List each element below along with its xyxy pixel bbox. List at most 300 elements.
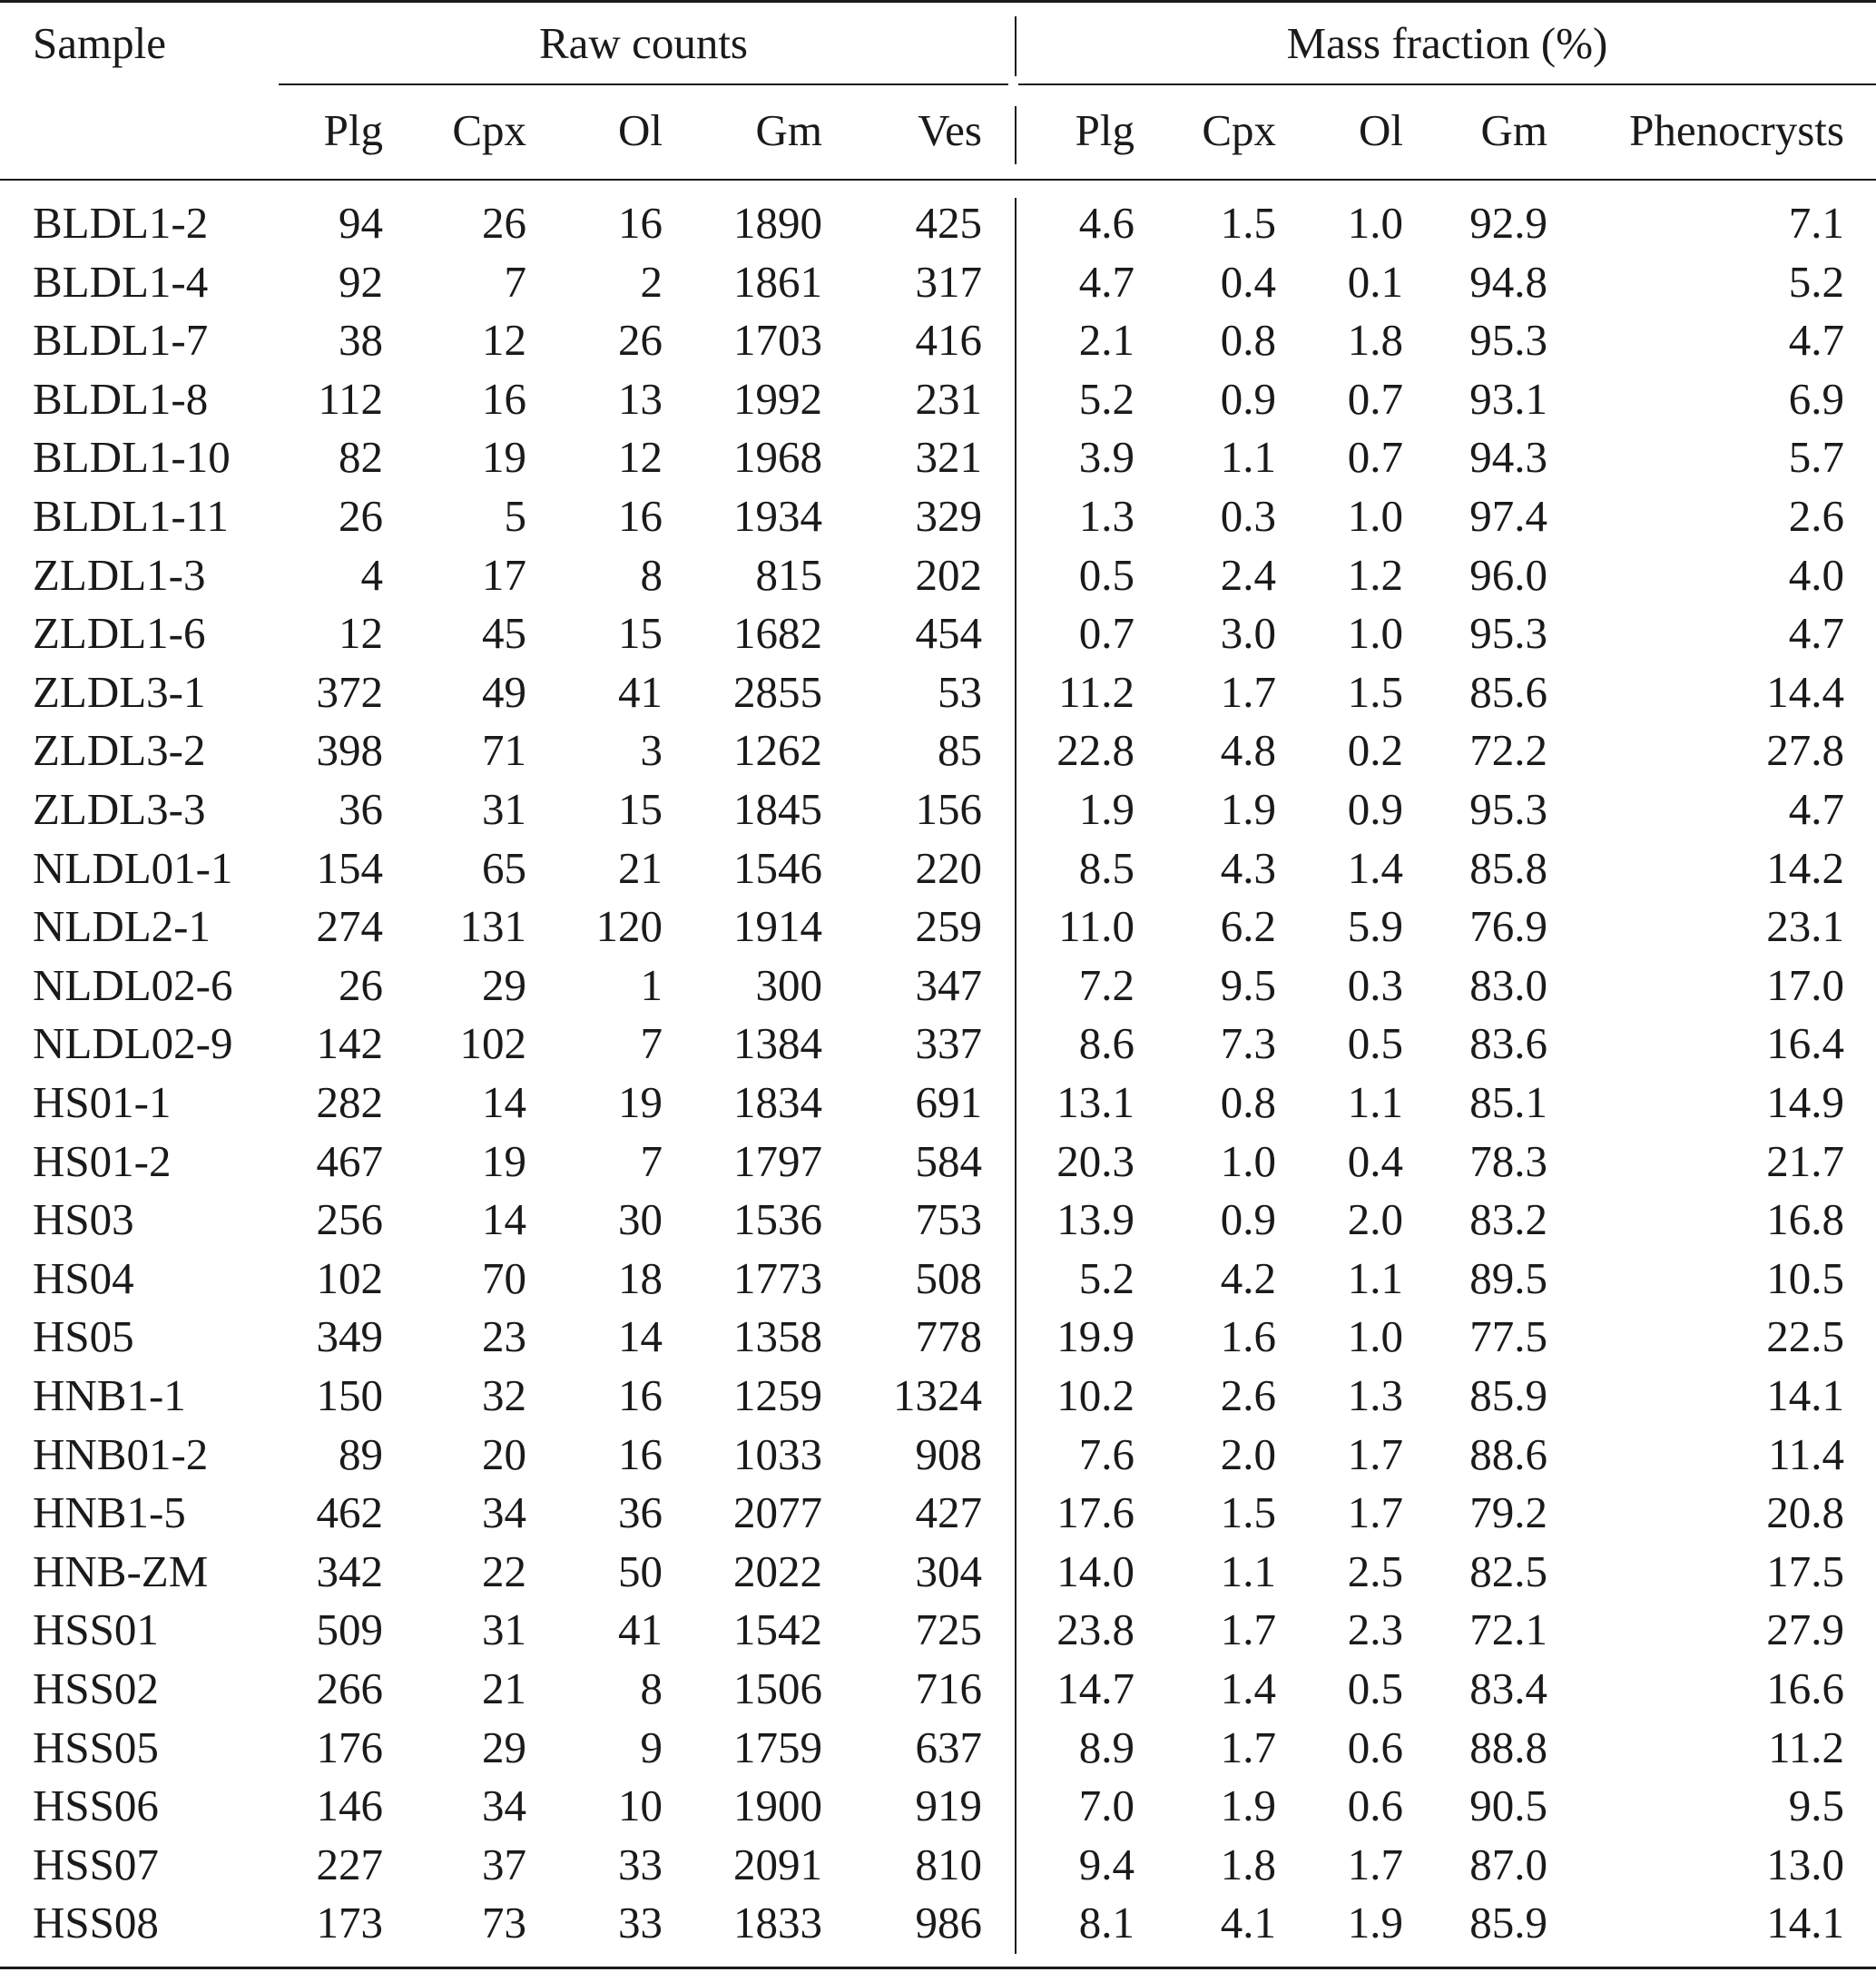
cell-mass-gm: 97.4 [1469,491,1547,541]
cell-mass-phenocrysts: 5.2 [1788,257,1844,307]
cell-raw-gm: 2091 [733,1840,822,1889]
cell-sample: HSS08 [33,1898,159,1947]
header-raw-counts: Raw counts [539,18,748,68]
cell-raw-ol: 33 [618,1840,663,1889]
cell-mass-cpx: 6.2 [1220,901,1276,951]
cell-mass-cpx: 1.9 [1220,784,1276,834]
cell-sample: ZLDL1-3 [33,550,206,600]
cell-mass-plg: 8.5 [1078,843,1134,893]
cell-mass-gm: 72.1 [1469,1604,1547,1654]
cell-raw-cpx: 37 [482,1840,526,1889]
cell-mass-ol: 1.7 [1347,1429,1403,1479]
cell-mass-phenocrysts: 11.2 [1768,1722,1844,1772]
cell-mass-cpx: 4.3 [1220,843,1276,893]
cell-mass-plg: 20.3 [1056,1136,1134,1186]
cell-mass-gm: 72.2 [1469,725,1547,775]
cell-mass-ol: 0.1 [1347,257,1403,307]
cell-raw-gm: 1358 [733,1311,822,1361]
cell-mass-gm: 83.6 [1469,1018,1547,1068]
cell-raw-cpx: 29 [482,1722,526,1772]
cell-mass-ol: 0.5 [1347,1018,1403,1068]
cell-mass-gm: 94.8 [1469,257,1547,307]
cell-mass-plg: 4.6 [1078,198,1134,248]
cell-raw-cpx: 45 [482,608,526,658]
cell-raw-ves: 329 [915,491,982,541]
cell-sample: BLDL1-7 [33,315,209,365]
cell-sample: NLDL2-1 [33,901,211,951]
cell-raw-plg: 266 [316,1663,383,1713]
cell-mass-plg: 0.7 [1078,608,1134,658]
bottom-rule [0,1967,1876,1969]
cell-raw-ol: 14 [618,1311,663,1361]
cell-mass-ol: 1.4 [1347,843,1403,893]
cell-raw-plg: 282 [316,1077,383,1127]
cell-mass-phenocrysts: 14.9 [1766,1077,1844,1127]
cell-mass-cpx: 3.0 [1220,608,1276,658]
cell-mass-cpx: 0.9 [1220,1194,1276,1244]
cell-mass-cpx: 1.0 [1220,1136,1276,1186]
cell-raw-ol: 12 [618,432,663,482]
header-sample: Sample [33,18,166,68]
cell-raw-ves: 321 [915,432,982,482]
cell-raw-ol: 10 [618,1781,663,1830]
cell-raw-ves: 304 [915,1546,982,1596]
column-divider [1015,16,1017,76]
cell-mass-gm: 85.6 [1469,667,1547,717]
header-mass-cpx: Cpx [1202,105,1276,155]
raw-counts-group-rule [279,83,1008,85]
cell-mass-plg: 11.2 [1058,667,1134,717]
cell-mass-cpx: 0.9 [1220,374,1276,424]
cell-mass-gm: 95.3 [1469,315,1547,365]
cell-mass-gm: 85.1 [1469,1077,1547,1127]
cell-mass-phenocrysts: 9.5 [1788,1781,1844,1830]
cell-mass-ol: 0.2 [1347,725,1403,775]
header-mass-fraction: Mass fraction (%) [1286,18,1608,68]
cell-sample: BLDL1-11 [33,491,229,541]
cell-raw-ves: 337 [915,1018,982,1068]
cell-raw-ol: 41 [618,1604,663,1654]
cell-mass-phenocrysts: 14.1 [1766,1370,1844,1420]
cell-sample: HNB-ZM [33,1546,209,1596]
cell-raw-cpx: 31 [482,1604,526,1654]
cell-mass-plg: 11.0 [1058,901,1134,951]
cell-raw-ves: 810 [915,1840,982,1889]
cell-mass-cpx: 7.3 [1220,1018,1276,1068]
cell-raw-gm: 1797 [733,1136,822,1186]
cell-mass-cpx: 2.4 [1220,550,1276,600]
cell-raw-ves: 919 [915,1781,982,1830]
cell-raw-plg: 227 [316,1840,383,1889]
cell-raw-ves: 231 [915,374,982,424]
header-mass-phenocrysts: Phenocrysts [1629,105,1844,155]
cell-raw-ol: 33 [618,1898,663,1947]
cell-sample: ZLDL3-2 [33,725,206,775]
cell-sample: BLDL1-8 [33,374,209,424]
cell-raw-ol: 50 [618,1546,663,1596]
cell-raw-ol: 7 [640,1136,663,1186]
cell-raw-gm: 1536 [733,1194,822,1244]
cell-mass-cpx: 1.9 [1220,1781,1276,1830]
cell-mass-cpx: 2.6 [1220,1370,1276,1420]
cell-mass-plg: 8.1 [1078,1898,1134,1947]
cell-mass-ol: 1.2 [1347,550,1403,600]
cell-sample: HSS02 [33,1663,159,1713]
cell-raw-plg: 89 [339,1429,383,1479]
cell-raw-ol: 16 [618,491,663,541]
cell-mass-phenocrysts: 17.5 [1766,1546,1844,1596]
cell-raw-plg: 398 [316,725,383,775]
cell-mass-cpx: 1.8 [1220,1840,1276,1889]
cell-raw-plg: 146 [316,1781,383,1830]
cell-raw-ol: 13 [618,374,663,424]
cell-mass-gm: 95.3 [1469,784,1547,834]
cell-raw-ves: 347 [915,960,982,1010]
cell-raw-cpx: 29 [482,960,526,1010]
cell-raw-cpx: 102 [459,1018,526,1068]
cell-mass-cpx: 1.5 [1220,198,1276,248]
cell-raw-ol: 15 [618,608,663,658]
cell-raw-ves: 454 [915,608,982,658]
cell-raw-ves: 691 [915,1077,982,1127]
cell-sample: ZLDL3-1 [33,667,206,717]
cell-mass-gm: 83.2 [1469,1194,1547,1244]
cell-raw-plg: 467 [316,1136,383,1186]
cell-mass-plg: 14.7 [1056,1663,1134,1713]
cell-raw-ves: 317 [915,257,982,307]
cell-mass-phenocrysts: 27.9 [1766,1604,1844,1654]
cell-mass-ol: 0.7 [1347,374,1403,424]
cell-raw-gm: 1546 [733,843,822,893]
cell-mass-gm: 85.8 [1469,843,1547,893]
cell-mass-ol: 0.6 [1347,1781,1403,1830]
cell-raw-ves: 508 [915,1253,982,1303]
cell-mass-ol: 1.3 [1347,1370,1403,1420]
cell-mass-phenocrysts: 14.1 [1766,1898,1844,1947]
cell-raw-ol: 30 [618,1194,663,1244]
cell-raw-cpx: 32 [482,1370,526,1420]
cell-raw-ves: 156 [915,784,982,834]
cell-mass-ol: 5.9 [1347,901,1403,951]
cell-sample: NLDL02-9 [33,1018,233,1068]
cell-raw-plg: 142 [316,1018,383,1068]
cell-raw-plg: 102 [316,1253,383,1303]
cell-raw-cpx: 16 [482,374,526,424]
cell-raw-ol: 21 [618,843,663,893]
cell-mass-phenocrysts: 4.7 [1788,315,1844,365]
cell-raw-plg: 462 [316,1487,383,1537]
header-raw-cpx: Cpx [452,105,526,155]
cell-mass-phenocrysts: 5.7 [1788,432,1844,482]
cell-raw-gm: 1861 [733,257,822,307]
cell-mass-plg: 5.2 [1078,1253,1134,1303]
cell-mass-cpx: 1.7 [1220,667,1276,717]
cell-mass-gm: 94.3 [1469,432,1547,482]
cell-raw-plg: 112 [318,374,383,424]
cell-raw-plg: 12 [339,608,383,658]
cell-raw-cpx: 34 [482,1487,526,1537]
cell-mass-gm: 96.0 [1469,550,1547,600]
cell-raw-gm: 1968 [733,432,822,482]
cell-raw-cpx: 17 [482,550,526,600]
cell-mass-gm: 90.5 [1469,1781,1547,1830]
cell-mass-cpx: 4.8 [1220,725,1276,775]
cell-mass-cpx: 1.4 [1220,1663,1276,1713]
cell-raw-ves: 416 [915,315,982,365]
cell-mass-gm: 77.5 [1469,1311,1547,1361]
header-raw-ol: Ol [618,105,663,155]
cell-raw-cpx: 131 [459,901,526,951]
cell-mass-cpx: 4.2 [1220,1253,1276,1303]
cell-raw-ves: 202 [915,550,982,600]
cell-mass-plg: 19.9 [1056,1311,1134,1361]
cell-mass-gm: 88.8 [1469,1722,1547,1772]
cell-mass-plg: 1.3 [1078,491,1134,541]
cell-mass-phenocrysts: 4.7 [1788,608,1844,658]
cell-raw-ves: 220 [915,843,982,893]
header-mass-plg: Plg [1075,105,1134,155]
cell-sample: HNB1-5 [33,1487,186,1537]
cell-mass-gm: 93.1 [1469,374,1547,424]
cell-raw-cpx: 7 [504,257,526,307]
cell-raw-ves: 986 [915,1898,982,1947]
cell-raw-plg: 372 [316,667,383,717]
cell-mass-cpx: 0.4 [1220,257,1276,307]
cell-mass-plg: 8.6 [1078,1018,1134,1068]
cell-sample: HSS07 [33,1840,159,1889]
cell-mass-gm: 79.2 [1469,1487,1547,1537]
cell-sample: HSS06 [33,1781,159,1830]
cell-mass-gm: 83.4 [1469,1663,1547,1713]
cell-raw-ol: 18 [618,1253,663,1303]
cell-mass-cpx: 1.6 [1220,1311,1276,1361]
cell-mass-cpx: 0.8 [1220,1077,1276,1127]
cell-mass-ol: 2.5 [1347,1546,1403,1596]
cell-raw-cpx: 49 [482,667,526,717]
cell-raw-plg: 342 [316,1546,383,1596]
cell-raw-ves: 908 [915,1429,982,1479]
header-rule [0,179,1876,181]
cell-raw-gm: 2022 [733,1546,822,1596]
cell-raw-ol: 9 [640,1722,663,1772]
cell-raw-gm: 1506 [733,1663,822,1713]
cell-mass-ol: 0.3 [1347,960,1403,1010]
cell-raw-cpx: 19 [482,432,526,482]
cell-mass-cpx: 0.8 [1220,315,1276,365]
cell-mass-cpx: 0.3 [1220,491,1276,541]
cell-mass-plg: 4.7 [1078,257,1134,307]
cell-mass-plg: 7.0 [1078,1781,1134,1830]
cell-raw-gm: 1845 [733,784,822,834]
cell-mass-plg: 13.9 [1056,1194,1134,1244]
cell-raw-gm: 815 [755,550,822,600]
cell-mass-ol: 1.1 [1347,1253,1403,1303]
cell-mass-plg: 9.4 [1078,1840,1134,1889]
cell-mass-gm: 95.3 [1469,608,1547,658]
cell-raw-ol: 41 [618,667,663,717]
cell-raw-ves: 584 [915,1136,982,1186]
cell-raw-plg: 274 [316,901,383,951]
cell-mass-gm: 85.9 [1469,1370,1547,1420]
cell-mass-phenocrysts: 16.4 [1766,1018,1844,1068]
cell-raw-gm: 1833 [733,1898,822,1947]
cell-raw-cpx: 12 [482,315,526,365]
cell-raw-ves: 425 [915,198,982,248]
cell-mass-ol: 2.0 [1347,1194,1403,1244]
cell-mass-cpx: 1.1 [1220,1546,1276,1596]
cell-sample: BLDL1-10 [33,432,231,482]
cell-raw-gm: 1542 [733,1604,822,1654]
cell-sample: HNB01-2 [33,1429,209,1479]
cell-raw-gm: 1384 [733,1018,822,1068]
cell-raw-plg: 26 [339,960,383,1010]
cell-raw-ves: 725 [915,1604,982,1654]
cell-mass-phenocrysts: 7.1 [1788,198,1844,248]
cell-raw-ves: 1324 [893,1370,982,1420]
mass-fraction-group-rule [1018,83,1876,85]
cell-raw-ves: 53 [938,667,982,717]
cell-mass-gm: 82.5 [1469,1546,1547,1596]
header-mass-ol: Ol [1359,105,1403,155]
cell-mass-ol: 2.3 [1347,1604,1403,1654]
cell-mass-plg: 1.9 [1078,784,1134,834]
cell-raw-cpx: 20 [482,1429,526,1479]
cell-raw-cpx: 73 [482,1898,526,1947]
cell-mass-ol: 1.0 [1347,608,1403,658]
cell-mass-phenocrysts: 14.4 [1766,667,1844,717]
cell-mass-ol: 0.4 [1347,1136,1403,1186]
cell-mass-ol: 0.9 [1347,784,1403,834]
cell-mass-phenocrysts: 4.7 [1788,784,1844,834]
cell-raw-ol: 16 [618,1429,663,1479]
cell-raw-plg: 36 [339,784,383,834]
cell-sample: HSS01 [33,1604,159,1654]
cell-mass-gm: 76.9 [1469,901,1547,951]
cell-mass-gm: 89.5 [1469,1253,1547,1303]
cell-raw-cpx: 70 [482,1253,526,1303]
cell-raw-cpx: 19 [482,1136,526,1186]
cell-mass-ol: 0.5 [1347,1663,1403,1713]
cell-raw-plg: 509 [316,1604,383,1654]
cell-raw-cpx: 14 [482,1077,526,1127]
header-mass-gm: Gm [1480,105,1547,155]
cell-raw-ol: 7 [640,1018,663,1068]
cell-sample: NLDL01-1 [33,843,233,893]
cell-mass-ol: 1.0 [1347,198,1403,248]
cell-mass-plg: 7.6 [1078,1429,1134,1479]
cell-mass-ol: 1.5 [1347,667,1403,717]
cell-mass-plg: 14.0 [1056,1546,1134,1596]
cell-raw-plg: 4 [360,550,383,600]
cell-sample: HS01-1 [33,1077,172,1127]
cell-mass-ol: 1.7 [1347,1487,1403,1537]
cell-raw-gm: 1262 [733,725,822,775]
cell-mass-ol: 1.7 [1347,1840,1403,1889]
cell-sample: HS01-2 [33,1136,172,1186]
cell-mass-gm: 78.3 [1469,1136,1547,1186]
cell-mass-phenocrysts: 16.6 [1766,1663,1844,1713]
cell-mass-phenocrysts: 4.0 [1788,550,1844,600]
cell-mass-plg: 22.8 [1056,725,1134,775]
cell-raw-ol: 16 [618,198,663,248]
cell-raw-cpx: 5 [504,491,526,541]
cell-raw-plg: 176 [316,1722,383,1772]
cell-sample: HS04 [33,1253,134,1303]
cell-mass-ol: 1.8 [1347,315,1403,365]
cell-mass-cpx: 2.0 [1220,1429,1276,1479]
cell-raw-plg: 94 [339,198,383,248]
cell-raw-gm: 1682 [733,608,822,658]
cell-sample: HS05 [33,1311,134,1361]
cell-mass-phenocrysts: 27.8 [1766,725,1844,775]
cell-raw-plg: 26 [339,491,383,541]
cell-raw-gm: 1890 [733,198,822,248]
cell-mass-cpx: 9.5 [1220,960,1276,1010]
cell-raw-gm: 1934 [733,491,822,541]
cell-raw-plg: 256 [316,1194,383,1244]
top-rule [0,0,1876,3]
cell-raw-cpx: 22 [482,1546,526,1596]
cell-raw-cpx: 26 [482,198,526,248]
cell-mass-phenocrysts: 23.1 [1766,901,1844,951]
cell-raw-cpx: 21 [482,1663,526,1713]
cell-raw-ves: 259 [915,901,982,951]
cell-raw-gm: 1834 [733,1077,822,1127]
cell-raw-gm: 1703 [733,315,822,365]
cell-raw-gm: 1914 [733,901,822,951]
cell-raw-ol: 26 [618,315,663,365]
cell-mass-gm: 88.6 [1469,1429,1547,1479]
cell-raw-cpx: 65 [482,843,526,893]
cell-raw-ol: 1 [640,960,663,1010]
cell-raw-ol: 8 [640,1663,663,1713]
cell-mass-gm: 87.0 [1469,1840,1547,1889]
cell-raw-gm: 2855 [733,667,822,717]
cell-raw-plg: 150 [316,1370,383,1420]
cell-mass-plg: 23.8 [1056,1604,1134,1654]
cell-raw-ol: 2 [640,257,663,307]
cell-mass-ol: 0.6 [1347,1722,1403,1772]
cell-sample: ZLDL1-6 [33,608,206,658]
cell-mass-phenocrysts: 16.8 [1766,1194,1844,1244]
cell-mass-phenocrysts: 6.9 [1788,374,1844,424]
cell-mass-gm: 83.0 [1469,960,1547,1010]
cell-mass-plg: 0.5 [1078,550,1134,600]
cell-raw-cpx: 71 [482,725,526,775]
cell-raw-cpx: 23 [482,1311,526,1361]
cell-mass-ol: 0.7 [1347,432,1403,482]
cell-mass-cpx: 1.1 [1220,432,1276,482]
cell-raw-plg: 82 [339,432,383,482]
cell-raw-gm: 1992 [733,374,822,424]
cell-mass-phenocrysts: 10.5 [1766,1253,1844,1303]
cell-raw-ol: 19 [618,1077,663,1127]
cell-sample: NLDL02-6 [33,960,233,1010]
cell-raw-ol: 120 [595,901,663,951]
cell-sample: HS03 [33,1194,134,1244]
cell-mass-phenocrysts: 22.5 [1766,1311,1844,1361]
cell-mass-plg: 13.1 [1056,1077,1134,1127]
cell-mass-plg: 8.9 [1078,1722,1134,1772]
cell-raw-cpx: 14 [482,1194,526,1244]
cell-mass-phenocrysts: 2.6 [1788,491,1844,541]
cell-sample: BLDL1-4 [33,257,209,307]
cell-raw-gm: 1259 [733,1370,822,1420]
cell-mass-plg: 2.1 [1078,315,1134,365]
cell-sample: HNB1-1 [33,1370,186,1420]
cell-mass-cpx: 1.7 [1220,1722,1276,1772]
cell-mass-phenocrysts: 14.2 [1766,843,1844,893]
